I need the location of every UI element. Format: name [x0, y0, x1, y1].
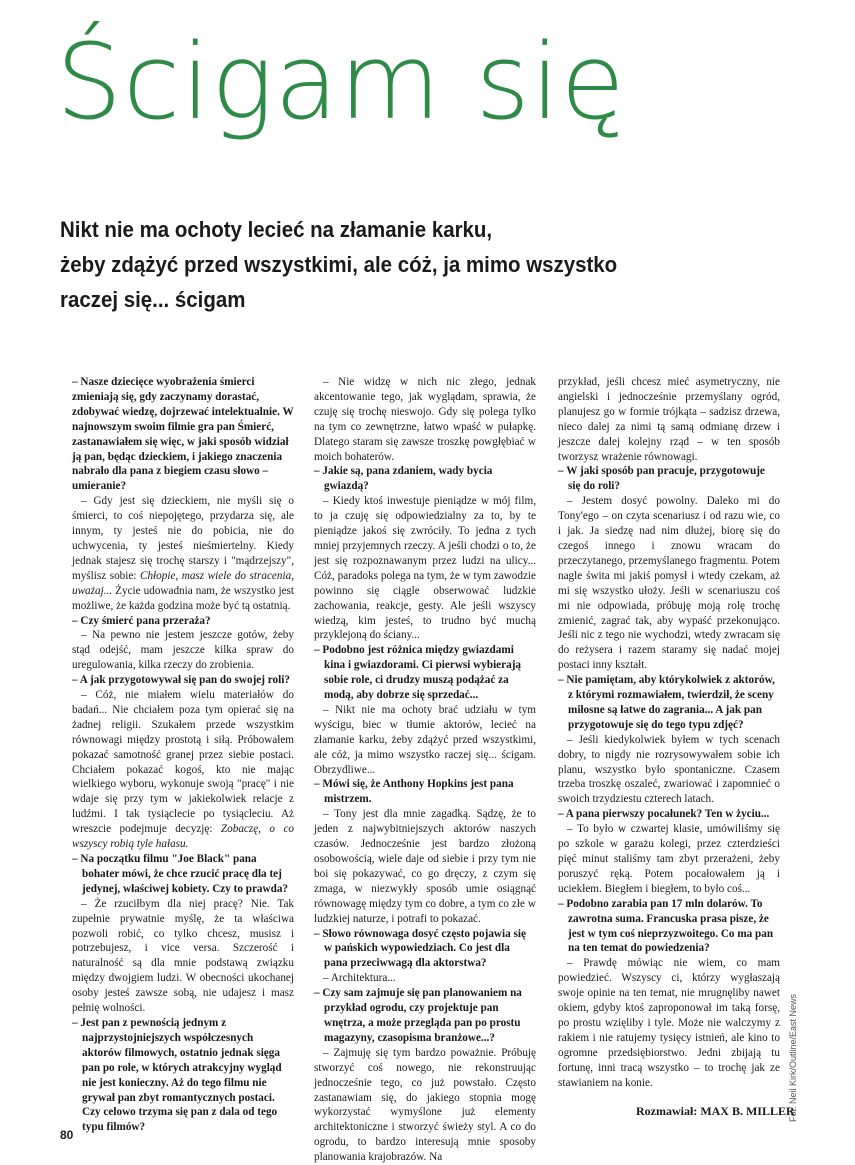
text-column-1	[72, 375, 294, 1135]
paragraph: – Tony jest dla mnie zagadką. Sądzę, że to jeden z najwybitniejszych aktorów naszych czasów. Jednocześnie jest bardzo złożoną osobowością, wiele daje od siebie i przy tym nie boi się pokazywać, co go dręczy, z czym się zmaga, w niezwykły sposób umie osiągnąć równowagę między tym co dobre, a tym co złe w ludzkiej naturze, i potrafi to pokazać.	[314, 808, 536, 925]
paragraph: – Nikt nie ma ochoty brać udziału w tym wyścigu, biec w tłumie aktorów, lecieć na złamanie karku, żeby zdążyć przed wszystkimi, ale cóż, ja mimo wszystko raczej się... ścigam. Obrzydliwe...	[314, 703, 536, 776]
question: – Mówi się, że Anthony Hopkins jest pana mistrzem.	[314, 778, 514, 806]
text-column-2	[314, 375, 536, 1165]
paragraph: – Architektura...	[323, 972, 396, 985]
paragraph: – Kiedy ktoś inwestuje pieniądze w mój film, to ja czuję się odpowiedzialny za to, by te pieniądze jakoś się zwróciły. To jedna z tych mniej przyjemnych rzeczy. A jeśli chodzi o to, że jest się rozpoznawanym przez ludzi na ulicy... Cóż, paradoks polega na tym, że w tym zawodzie powinno się ciągle obserwować ludzkie zachowania, reakcje, gesty. Ale jeśli wszyscy wiedzą, kim jesteś, to trudno być muchą przyklejoną do ściany...	[314, 495, 536, 642]
paragraph: przykład, jeśli chcesz mieć asymetryczny, nie angielski i jednocześnie przemyślany ogród, planujesz go w formie trójkąta – sadzisz drzewa, nieco dalej za nimi tą samą odmianę drzew i jeszcze dalej kolejny rząd – w ten sposób tworzysz wrażenie równowagi.	[558, 376, 780, 463]
question: – W jaki sposób pan pracuje, przygotowuje się do roli?	[558, 465, 765, 493]
lead-line: Nikt nie ma ochoty lecieć na złamanie karku,	[60, 217, 493, 242]
question: – Nie pamiętam, aby którykolwiek z aktorów, z którymi rozmawiałem, twierdził, że sceny miłosne są łatwe do zagrania... A jak pan przygotowuje się do tego typu zdjęć?	[558, 674, 775, 731]
question: – A pana pierwszy pocałunek? Ten w życiu...	[558, 808, 770, 821]
article-lead	[60, 212, 730, 317]
question: – Jest pan z pewnością jednym z najprzystojniejszych współczesnych aktorów filmowych, ostatnio jednak sięga pan po role, w których atrakcyjny wygląd nie jest konieczny. Aż do tego filmu nie grywał pan zbyt romantycznych postaci. Czy celowo trzyma się pan z dala od tego typu filmów?	[72, 1016, 282, 1134]
question: – Czy śmierć pana przeraża?	[72, 614, 211, 627]
paragraph: – Cóż, nie miałem wielu materiałów do badań... Nie chciałem poza tym opierać się na żadnej religii. Szukałem przede wszystkim równowagi między prostotą i siłą. Próbowałem pokazać samotność granej przez siebie postaci. Chciałem pokazać kogoś, kto nie mając wielkiego wyboru, wykonuje swoją "pracę" i nie wdaje się przy tym w jakiekolwiek relacje z ludźmi. I tak tysiąclecie po tysiącleciu. Aż wreszcie podejmuje decyzję: Zobaczę, o co wszyscy robią tyle hałasu.	[72, 689, 295, 851]
paragraph: – Na pewno nie jestem jeszcze gotów, żeby stąd odejść, mam jeszcze kilka spraw do uregulowania, kilka rzeczy do zrobienia.	[72, 629, 294, 672]
paragraph: – Gdy jest się dzieckiem, nie myśli się o śmierci, to coś niepojętego, przydarza się, ale innym, ty jesteś nie do pobicia, nie do uchwycenia, ty jesteś nieśmiertelny. Kiedy jednak stajesz się trochę starszy i "mądrzejszy", myślisz sobie: Chłopie, masz wiele do stracenia, uważaj... Życie udowadnia nam, że wszystko jest możliwe, że każda godzina może być tą ostatnią.	[72, 495, 294, 612]
question: – Nasze dziecięce wyobrażenia śmierci zmieniają się, gdy zaczynamy dorastać, zdobywać wiedzę, dojrzewać intelektualnie. W najnowszym swoim filmie gra pan Śmierć, zastanawiałem się więc, w jaki sposób widział ją pan, będąc dzieckiem, i jakiego znaczenia nabrało dla pana z biegiem czasu słowo – umieranie?	[72, 376, 294, 493]
question: – Podobno jest różnica między gwiazdami kina i gwiazdorami. Ci pierwsi wybierają sobie role, ci drudzy muszą podążać za modą, aby dobrze się sprzedać...	[314, 644, 522, 702]
paragraph: – To było w czwartej klasie, umówiliśmy się po szkole w garażu kolegi, przez czterdzieści pięć minut staliśmy tam zbyt przerażeni, żeby poruszyć ręką. Potem pocałowałem ją i uciekłem. Biegłem i biegłem, to było coś...	[558, 823, 780, 895]
page-number: 80	[60, 1128, 74, 1142]
text-column-3	[558, 375, 780, 1091]
lead-line: żeby zdążyć przed wszystkimi, ale cóż, ja mimo wszystko	[60, 252, 618, 277]
question: – Słowo równowaga dosyć często pojawia się w pańskich wypowiedziach. Co jest dla pana przeciwwagą dla aktorstwa?	[314, 927, 526, 970]
question: – Jakie są, pana zdaniem, wady bycia gwiazdą?	[314, 465, 493, 493]
question: – Czy sam zajmuje się pan planowaniem na przykład ogrodu, czy projektuje pan wnętrza, a może przegląda pan po prostu magazyny, czasopisma branżowe...?	[314, 987, 522, 1044]
paragraph: – Zajmuję się tym bardzo poważnie. Próbuję stworzyć coś nowego, nie rekonstruując jednocześnie tego, co już powstało. Często zastanawiam się, do jakiego stopnia mogę wykorzystać wymyślone już elementy architektoniczne i stworzyć świeży styl. A co do ogrodu, to bardzo interesują mnie sposoby planowania krajobrazów. Na	[314, 1046, 536, 1164]
paragraph: – Jestem dosyć powolny. Daleko mi do Tony'ego – on czyta scenariusz i od razu wie, co i jak. Ja siedzę nad nim dłużej, biorę się do czegoś innego i znowu wracam do przeczytanego, przemyślanego fragmentu. Potem nagle świta mi jakiś pomysł i wtedy czekam, aż mi się wszystko ułoży. Jeśli w scenariuszu coś mi nie odpowiada, próbuję moją rolę trochę zmienić, zagrać tak, aby wypaść przekonująco. Jeśli nic z tego nie wychodzi, wtedy zwracam się do reżysera i razem staramy się nadać mojej postaci inny kształt.	[558, 495, 780, 672]
paragraph: – Prawdę mówiąc nie wiem, co mam powiedzieć. Wszyscy ci, którzy wygłaszają swoje opinie na ten temat, nie mrugnęliby nawet okiem, gdyby ktoś zaproponował im taką forsę, po prostu wzięliby i tyle. Może nie walczymy z rakiem i nie ratujemy tysięcy istnień, ale kino to ogromne przedsiębiorstwo. Jedni zbijają tu fortunę, inni tracą wszystko – to trochę jak ze stawianiem na konie.	[558, 957, 780, 1089]
photo-credit: Fot. Neil Kirk/Outline/East News	[788, 993, 798, 1122]
paragraph: – Nie widzę w nich nic złego, jednak akcentowanie tego, jak wyglądam, sprawia, że czuję się trochę nieswojo. Gdy się polega tylko na tym co zewnętrzne, łatwo wpaść w pułapkę. Dlatego staram się zawsze troszkę powgłębiać w moich bohaterów.	[314, 376, 536, 463]
interviewer-signature: Rozmawiał: MAX B. MILLER	[636, 1104, 795, 1118]
paragraph: – Że rzuciłbym dla niej pracę? Nie. Tak zupełnie prywatnie myślę, że ta właściwa pozwoli robić, co tylko chcesz, musisz i potrzebujesz, i vice versa. Szczerość i naturalność są dla mnie podstawą związku między dwojgiem ludzi. W obecności ukochanej osoby jesteś zawsze sobą, nie udajesz i masz pełnię wolności.	[72, 897, 294, 1015]
question: – Podobno zarabia pan 17 mln dolarów. To zawrotna suma. Francuska prasa pisze, że jest w tym coś nieprzyzwoitego. Co ma pan na ten temat do powiedzenia?	[558, 897, 774, 955]
question: – Na początku filmu "Joe Black" pana bohater mówi, że chce rzucić pracę dla tej jedynej, właściwej kobiety. Czy to prawda?	[72, 853, 289, 895]
article-title: Ścigam się	[56, 21, 626, 143]
lead-line: raczej się... ścigam	[60, 287, 246, 312]
paragraph: – Jeśli kiedykolwiek byłem w tych scenach dobry, to nigdy nie rozrysowywałem sobie ich planu, wszystko było spontaniczne. Czasem trzeba troszkę oszaleć, zwariować i zapomnieć o swoich trzydziestu czterech latach.	[558, 733, 780, 806]
question: – A jak przygotowywał się pan do swojej roli?	[72, 674, 290, 687]
